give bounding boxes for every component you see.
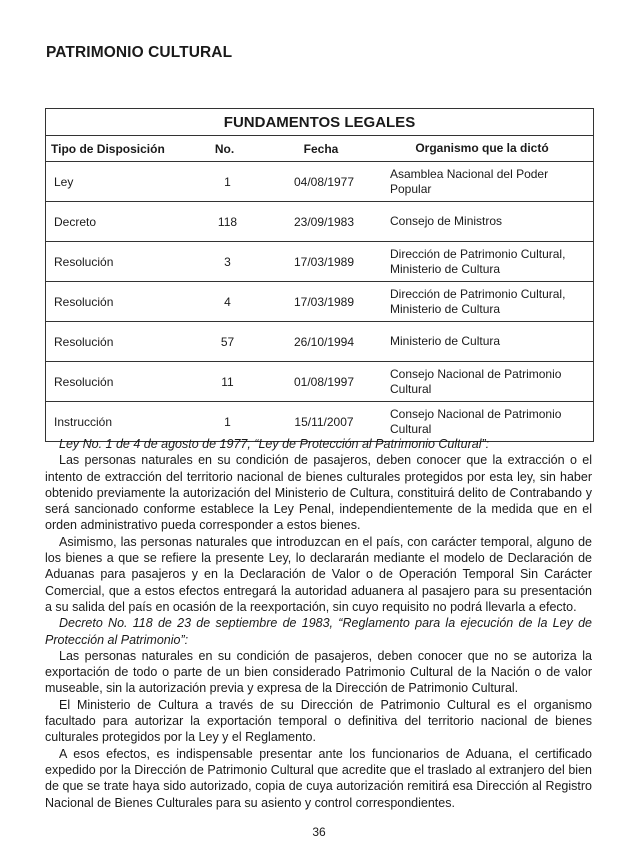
cell-fecha: 23/09/1983 (293, 214, 355, 229)
cell-tipo: Resolución (54, 334, 114, 349)
column-header-no: No. (214, 141, 235, 156)
cell-organismo: Consejo de Ministros (390, 214, 503, 228)
cell-no: 1 (224, 414, 231, 429)
cell-organismo: Dirección de Patrimonio Cultural, Ministerio de Cultura (390, 286, 566, 316)
cell-tipo: Resolución (54, 294, 114, 309)
cell-no: 57 (220, 334, 235, 349)
table-row (46, 362, 593, 402)
paragraph: El Ministerio de Cultura a través de su Dirección de Patrimonio Cultural es el organismo facultado para autorizar la exportación temporal o definitiva del territorio nacional de bienes culturales protegidos por la Ley y el Reglamento. (45, 697, 592, 745)
cell-no: 4 (224, 294, 231, 309)
cell-no: 11 (221, 374, 234, 389)
cell-organismo: Consejo Nacional de Patrimonio Cultural (390, 366, 562, 396)
table-row (46, 242, 593, 282)
column-header-organismo: Organismo que la dictó (415, 141, 549, 155)
cell-fecha: 15/11/2007 (294, 414, 354, 429)
law-heading: Ley No. 1 de 4 de agosto de 1977, “Ley de Protección al Patrimonio Cultural”: (59, 437, 490, 451)
cell-fecha: 01/08/1997 (293, 374, 355, 389)
cell-fecha: 17/03/1989 (293, 254, 355, 269)
cell-no: 1 (224, 174, 231, 189)
paragraph: Asimismo, las personas naturales que introduzcan en el país, con carácter temporal, alguno de los bienes a que se refiere la presente Ley, lo declararán mediante el modelo de Declaración de Aduanas para pasajeros y en la Declaración de Valor o de Operación Temporal Sin Carácter Comercial, que a estos efectos entregará la autoridad aduanera al pasajero para su presentación a su salida del país en ocasión de la reexportación, sin cuyo requisito no podrá llevarla a efecto. (45, 534, 592, 614)
paragraph: Las personas naturales en su condición de pasajeros, deben conocer que no se autoriza la exportación de todo o parte de un bien considerado Patrimonio Cultural de la Nación o de valor museable, sin la autorización previa y expresa de la Dirección de Patrimonio Cultural. (45, 648, 592, 696)
cell-no: 3 (224, 254, 231, 269)
cell-tipo: Resolución (54, 374, 114, 389)
column-header-fecha: Fecha (303, 141, 339, 156)
table-body (46, 162, 593, 441)
cell-fecha: 04/08/1977 (293, 174, 355, 189)
page-number: 36 (312, 825, 326, 839)
cell-fecha: 26/10/1994 (293, 334, 355, 349)
page-title: PATRIMONIO CULTURAL (46, 44, 233, 61)
cell-fecha: 17/03/1989 (293, 294, 355, 309)
table-header-row (46, 136, 593, 162)
cell-organismo: Consejo Nacional de Patrimonio Cultural (390, 406, 562, 436)
law-heading: Decreto No. 118 de 23 de septiembre de 1983, “Reglamento para la ejecución de la Ley de Protección al Patrimonio”: (45, 616, 592, 647)
cell-tipo: Ley (54, 174, 74, 189)
cell-tipo: Decreto (54, 214, 97, 229)
paragraph: Las personas naturales en su condición de pasajeros, deben conocer que la extracción o el intento de extracción del territorio nacional de bienes culturales protegidos por esta ley, sin haber obtenido previamente la autorización del Ministerio de Cultura, constituirá delito de Contrabando y será sancionado conforme establece la Ley Penal, independientemente de la medida que en el orden administrativo pueda corresponder a estos bienes. (45, 453, 592, 533)
paragraph: A esos efectos, es indispensable presentar ante los funcionarios de Aduana, el certificado expedido por la Dirección de Patrimonio Cultural que acredite que el traslado al extranjero del bien de que se trate haya sido autorizado, copia de cuya autorización remitirá esa Dirección al Registro Nacional de Bienes Culturales para su asiento y control correspondientes. (45, 746, 592, 810)
table-row (46, 202, 593, 242)
table-title: FUNDAMENTOS LEGALES (46, 109, 593, 136)
cell-organismo: Ministerio de Cultura (390, 334, 501, 348)
table-row (46, 282, 593, 322)
cell-tipo: Instrucción (54, 414, 113, 429)
body-text (45, 436, 592, 811)
column-header-tipo: Tipo de Disposición (51, 141, 165, 156)
cell-no: 118 (217, 214, 238, 229)
table-row (46, 322, 593, 362)
cell-organismo: Dirección de Patrimonio Cultural, Ministerio de Cultura (390, 246, 566, 276)
cell-tipo: Resolución (54, 254, 114, 269)
legal-foundations-table (45, 108, 594, 442)
table-row (46, 162, 593, 202)
cell-organismo: Asamblea Nacional del Poder Popular (390, 166, 549, 196)
